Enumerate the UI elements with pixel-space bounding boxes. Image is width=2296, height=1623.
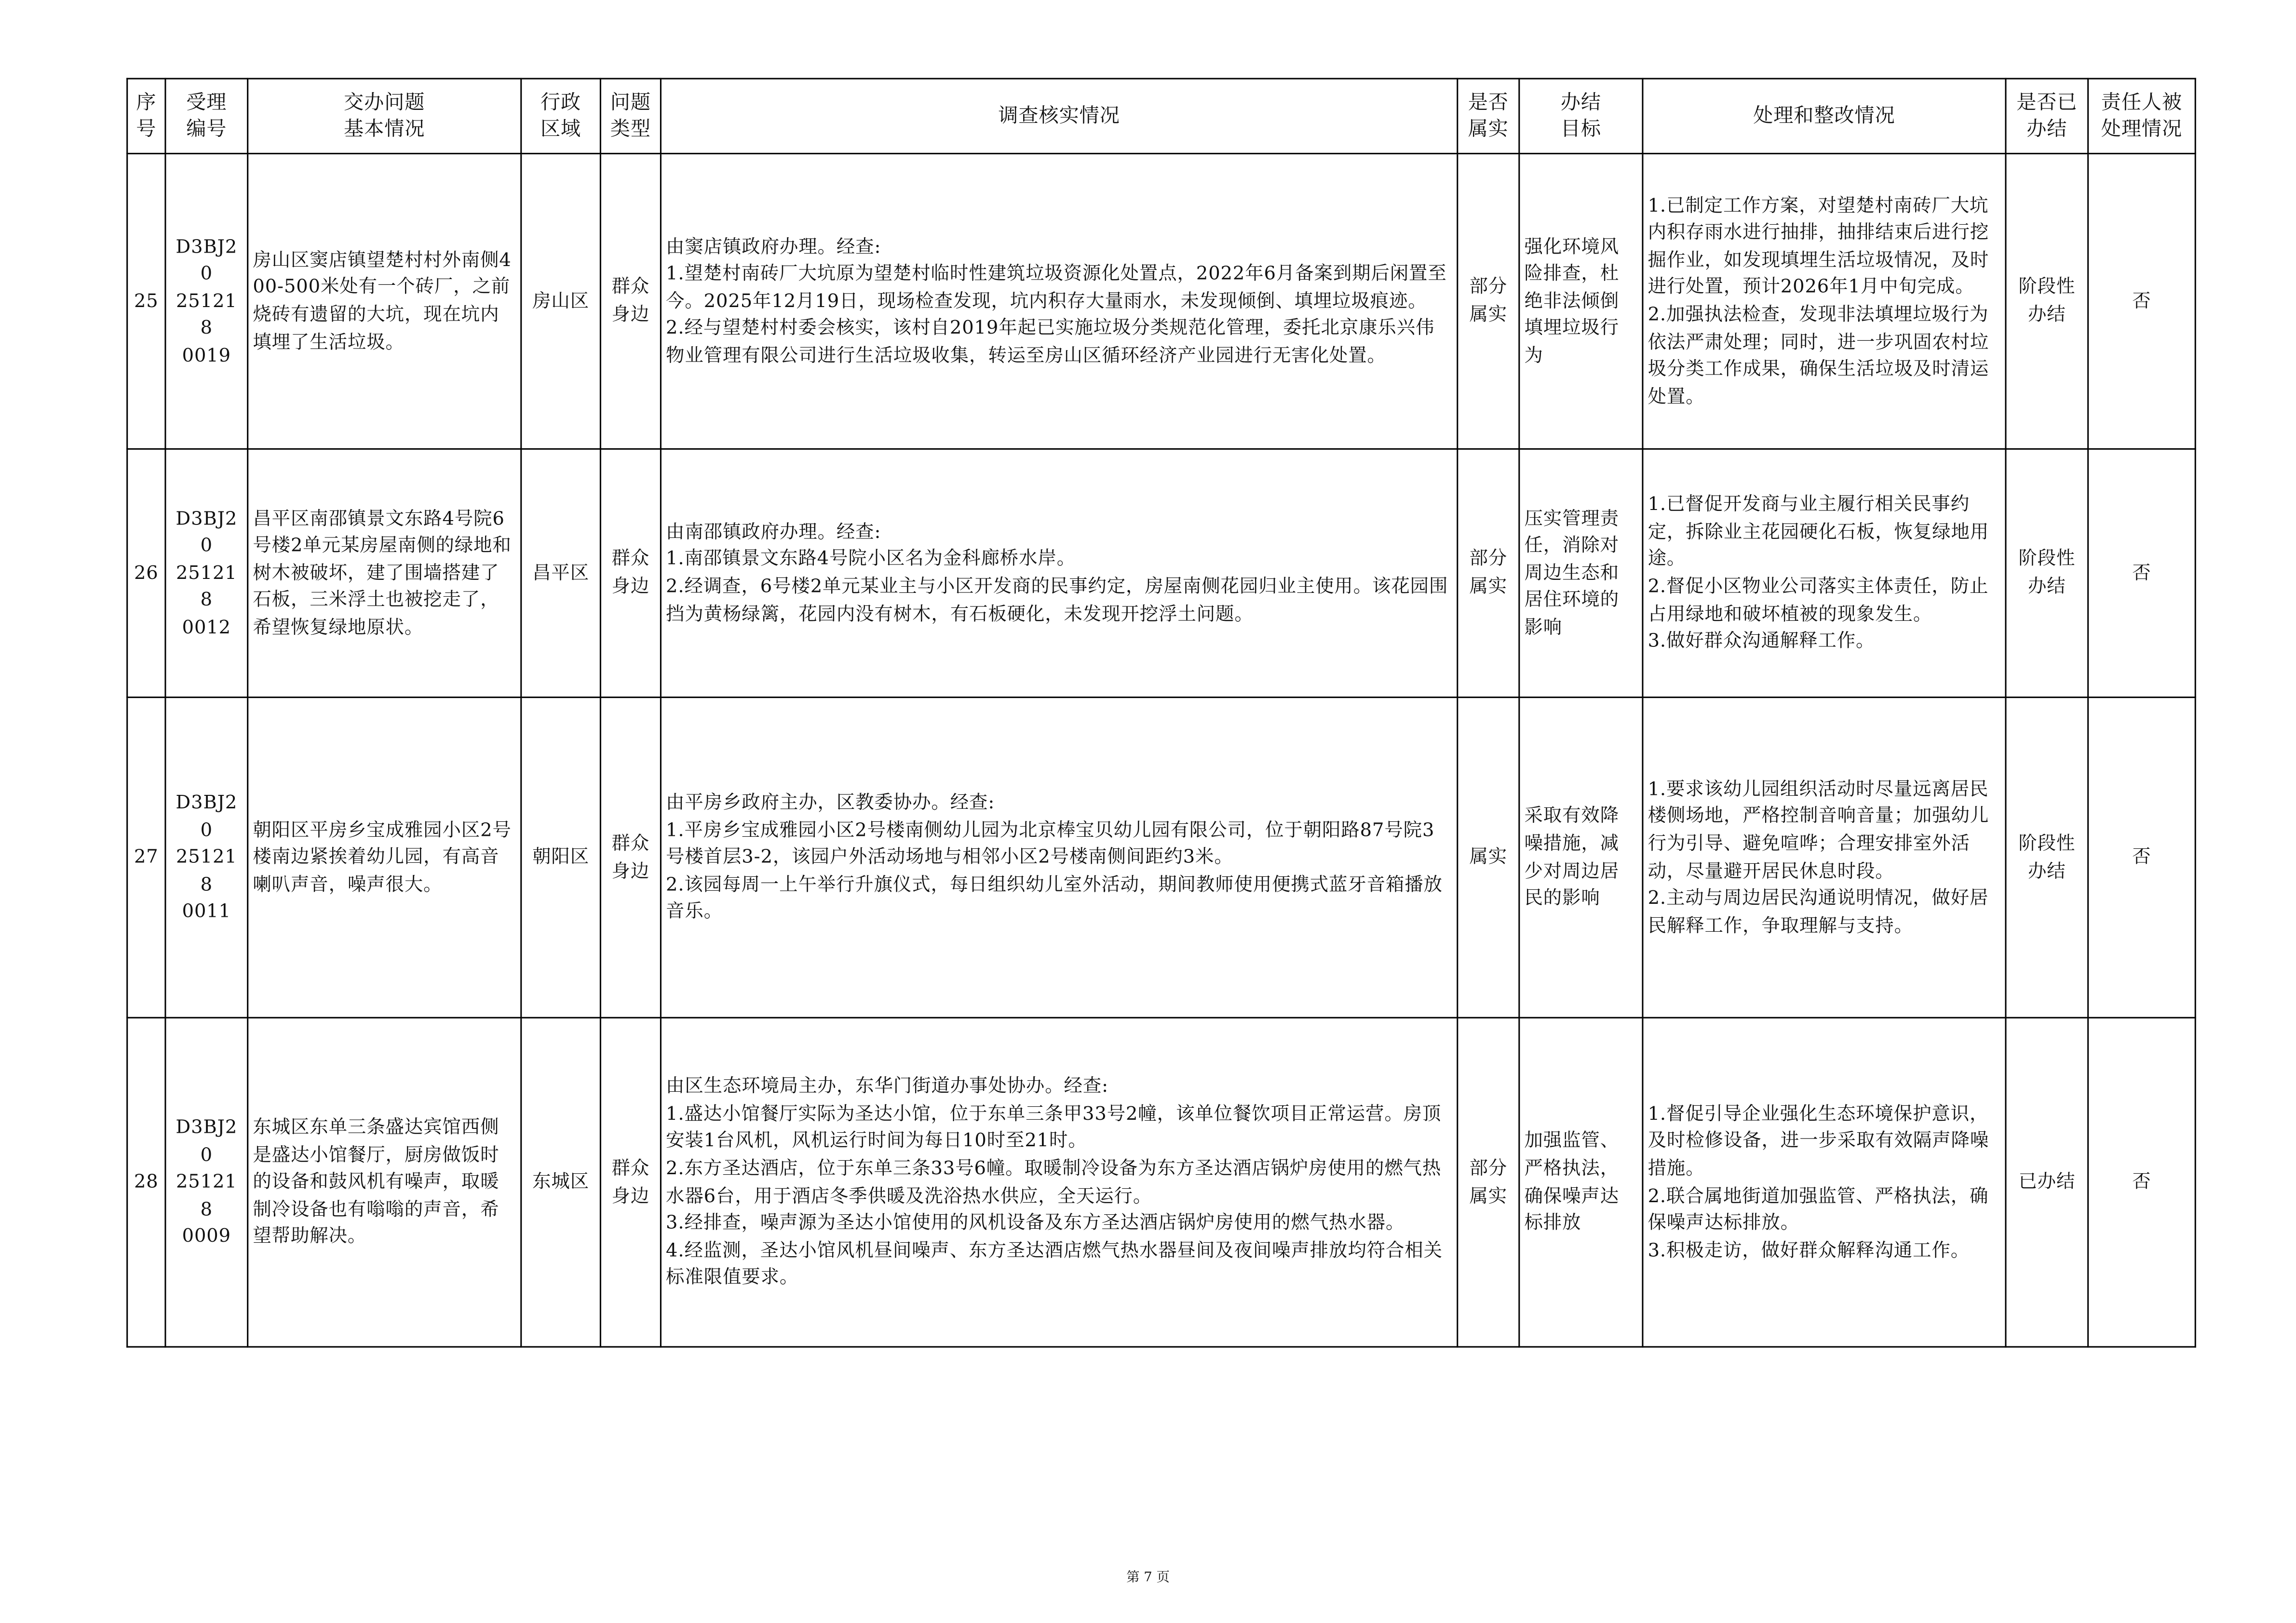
header-label: 问题类型: [610, 91, 651, 141]
investigation-text: 由南邵镇政府办理。经查:: [666, 520, 881, 542]
issue-type-text: 群众: [611, 547, 650, 570]
header-type: [600, 79, 661, 153]
header-label: 办结目标: [1560, 91, 1601, 141]
district: [521, 1018, 601, 1347]
punished-status-text: 否: [2132, 561, 2151, 583]
issue-type-text: 群众: [611, 1156, 650, 1179]
rectification-text: 1.已督促开发商与业主履行相关民事约定，拆除业主花园硬化石板，恢复绿地用途。: [1648, 492, 1989, 570]
verified-text: 属实: [1469, 575, 1508, 597]
header-label: 是否已办结: [2016, 91, 2078, 141]
rectification: [1643, 154, 2006, 449]
investigation-text: 2.经调查，6号楼2单元某业主与小区开发商的民事约定，房屋南侧花园归业主使用。该花园围挡为黄杨绿篱，花园内没有树木，有石板硬化，未发现开挖浮土问题。: [666, 575, 1448, 624]
closed-status-text: 阶段性: [2018, 275, 2076, 298]
investigation: [661, 154, 1457, 449]
closed-status-text: 阶段性: [2018, 832, 2076, 854]
issue-type: [600, 154, 661, 449]
closed-status-text: 办结: [2027, 858, 2066, 881]
verified-text: 属实: [1469, 845, 1508, 868]
closed-status-text: 已办结: [2018, 1170, 2076, 1193]
issue-type-text: 群众: [611, 832, 650, 854]
verified: [1458, 1018, 1519, 1347]
rectification-text: 3.做好群众沟通解释工作。: [1648, 629, 1875, 652]
case-id-text: 251218: [176, 561, 237, 611]
goal-text: 压实管理责任，消除对周边生态和居住环境的影响: [1524, 506, 1620, 638]
investigation-text: 2.该园每周一上午举行升旗仪式，每日组织幼儿室外活动，期间教师使用便携式蓝牙音箱播放音乐。: [666, 872, 1443, 922]
rectification-text: 1.督促引导企业强化生态环境保护意识，及时检修设备，进一步采取有效隔声降噪措施。: [1648, 1101, 1989, 1179]
district-text: 朝阳区: [532, 845, 590, 868]
issue-type: [600, 697, 661, 1018]
case-table: [126, 78, 2196, 1348]
investigation-text: 3.经排查，噪声源为圣达小馆使用的风机设备及东方圣达酒店锅炉房使用的燃气热水器。: [666, 1211, 1405, 1234]
goal-text: 强化环境风险排查，杜绝非法倾倒填埋垃圾行为: [1524, 234, 1620, 366]
table-row: [127, 154, 2196, 449]
goal-text: 采取有效降噪措施，减少对周边居民的影响: [1524, 804, 1620, 909]
goal: [1519, 1018, 1643, 1347]
issue-description: [248, 449, 521, 697]
case-id-text: 0012: [182, 616, 231, 638]
table-row: [127, 449, 2196, 697]
row-number-text: 26: [134, 561, 159, 583]
table-row: [127, 1018, 2196, 1347]
case-id: [165, 449, 248, 697]
issue-description-text: 房山区窦店镇望楚村村外南侧400-500米处有一个砖厂，之前烧砖有遗留的大坑，现在坑内填埋了生活垃圾。: [253, 248, 512, 352]
header-label: 行政区域: [540, 91, 581, 141]
case-id-text: D3BJ20: [176, 791, 238, 840]
issue-type: [600, 1018, 661, 1347]
district-text: 东城区: [532, 1170, 590, 1193]
punished-status-text: 否: [2132, 845, 2151, 868]
header-label: 处理和整改情况: [1753, 104, 1895, 128]
investigation-text: 1.平房乡宝成雅园小区2号楼南侧幼儿园为北京棒宝贝幼儿园有限公司，位于朝阳路87号院3号楼首层3-2，该园户外活动场地与相邻小区2号楼南侧间距约3米。: [666, 818, 1435, 868]
rectification-text: 2.加强执法检查，发现非法填埋垃圾行为依法严肃处理；同时，进一步巩固农村垃圾分类工作成果，确保生活垃圾及时清运处置。: [1648, 303, 1989, 407]
row-number: [127, 1018, 165, 1347]
header-label: 受理编号: [186, 91, 227, 141]
case-id-text: 0009: [182, 1224, 231, 1247]
punished-status: [2088, 697, 2196, 1018]
header-investigation: [661, 79, 1457, 153]
case-id-text: 0019: [182, 344, 231, 366]
header-id: [165, 79, 248, 153]
issue-type-text: 身边: [611, 858, 650, 881]
case-id: [165, 154, 248, 449]
case-id: [165, 1018, 248, 1347]
header-goal: [1519, 79, 1643, 153]
verified-text: 部分: [1469, 1156, 1508, 1179]
verified: [1458, 697, 1519, 1018]
header-label: 调查核实情况: [998, 104, 1120, 128]
verified-text: 属实: [1469, 303, 1508, 325]
issue-description-text: 东城区东单三条盛达宾馆西侧是盛达小馆餐厅，厨房做饭时的设备和鼓风机有噪声，取暖制冷设备也有嗡嗡的声音，希望帮助解决。: [253, 1115, 500, 1247]
district: [521, 154, 601, 449]
closed-status-text: 办结: [2027, 575, 2066, 597]
page-number: 第 7 页: [1126, 1571, 1170, 1586]
header-issue: [248, 79, 521, 153]
punished-status: [2088, 449, 2196, 697]
header-label: 责任人被: [2101, 91, 2183, 115]
case-id-text: 251218: [176, 845, 237, 895]
case-id-text: 251218: [176, 1170, 237, 1220]
verified-text: 部分: [1469, 547, 1508, 570]
rectification: [1643, 697, 2006, 1018]
issue-type-text: 身边: [611, 575, 650, 597]
verified: [1458, 154, 1519, 449]
closed-status: [2006, 449, 2088, 697]
rectification-text: 3.积极走访，做好群众解释沟通工作。: [1648, 1238, 1970, 1261]
investigation: [661, 449, 1457, 697]
goal: [1519, 697, 1643, 1018]
investigation-text: 1.盛达小馆餐厅实际为圣达小馆，位于东单三条甲33号2幢，该单位餐饮项目正常运营。房顶安装1台风机，风机运行时间为每日10时至21时。: [666, 1101, 1442, 1152]
investigation-text: 由平房乡政府主办，区教委协办。经查:: [666, 791, 995, 813]
case-id-text: 0011: [182, 899, 231, 922]
rectification-text: 2.联合属地街道加强监管、严格执法，确保噪声达标排放。: [1648, 1183, 1989, 1234]
goal: [1519, 449, 1643, 697]
verified-text: 部分: [1469, 275, 1508, 298]
district-text: 昌平区: [532, 561, 590, 583]
punished-status-text: 否: [2132, 289, 2151, 311]
row-number-text: 27: [134, 845, 159, 868]
closed-status: [2006, 697, 2088, 1018]
header-rectification: [1643, 79, 2006, 153]
case-id-text: D3BJ20: [176, 506, 238, 556]
punished-status: [2088, 1018, 2196, 1347]
investigation: [661, 697, 1457, 1018]
punished-status-text: 否: [2132, 1170, 2151, 1193]
investigation-text: 1.望楚村南砖厂大坑原为望楚村临时性建筑垃圾资源化处置点，2022年6月备案到期后闲置至今。2025年12月19日，现场检查发现，坑内积存大量雨水，未发现倾倒、填埋垃圾痕迹。: [666, 262, 1447, 311]
table-header-row: [127, 79, 2196, 153]
header-closed: [2006, 79, 2088, 153]
rectification: [1643, 449, 2006, 697]
closed-status: [2006, 154, 2088, 449]
issue-type-text: 群众: [611, 275, 650, 298]
closed-status-text: 办结: [2027, 303, 2066, 325]
row-number: [127, 697, 165, 1018]
header-label: 号: [136, 117, 157, 141]
rectification: [1643, 1018, 2006, 1347]
rectification-text: 1.已制定工作方案，对望楚村南砖厂大坑内积存雨水进行抽排，抽排结束后进行挖掘作业，如发现填埋生活垃圾情况，及时进行处置，预计2026年1月中旬完成。: [1648, 193, 1989, 298]
issue-description-text: 昌平区南邵镇景文东路4号院6号楼2单元某房屋南侧的绿地和树木被破坏，建了围墙搭建了石板，三米浮土也被挖走了，希望恢复绿地原状。: [253, 506, 512, 638]
issue-description: [248, 1018, 521, 1347]
header-verified: [1458, 79, 1519, 153]
issue-type-text: 身边: [611, 1183, 650, 1206]
district: [521, 449, 601, 697]
case-id-text: 251218: [176, 289, 237, 339]
investigation: [661, 1018, 1457, 1347]
row-number-text: 28: [134, 1170, 159, 1193]
case-id: [165, 697, 248, 1018]
table-row: [127, 697, 2196, 1018]
header-label: 交办问题: [344, 91, 425, 115]
issue-description-text: 朝阳区平房乡宝成雅园小区2号楼南边紧挨着幼儿园，有高音喇叭声音，噪声很大。: [253, 818, 512, 895]
header-no: [127, 79, 165, 153]
investigation-text: 1.南邵镇景文东路4号院小区名为金科廊桥水岸。: [666, 547, 1076, 570]
case-id-text: D3BJ20: [176, 234, 238, 284]
row-number: [127, 154, 165, 449]
closed-status-text: 阶段性: [2018, 547, 2076, 570]
issue-description: [248, 697, 521, 1018]
verified: [1458, 449, 1519, 697]
investigation-text: 由窦店镇政府办理。经查:: [666, 234, 881, 257]
header-label: 是否属实: [1468, 91, 1509, 141]
district: [521, 697, 601, 1018]
investigation-text: 2.经与望楚村村委会核实，该村自2019年起已实施垃圾分类规范化管理，委托北京康乐兴伟物业管理有限公司进行生活垃圾收集，转运至房山区循环经济产业园进行无害化处置。: [666, 316, 1435, 366]
investigation-text: 4.经监测，圣达小馆风机昼间噪声、东方圣达酒店燃气热水器昼间及夜间噪声排放均符合相关标准限值要求。: [666, 1238, 1443, 1288]
rectification-text: 2.督促小区物业公司落实主体责任，防止占用绿地和破坏植被的现象发生。: [1648, 575, 1989, 624]
row-number: [127, 449, 165, 697]
investigation-text: 由区生态环境局主办，东华门街道办事处协办。经查:: [666, 1074, 1109, 1097]
rectification-text: 2.主动与周边居民沟通说明情况，做好居民解释工作，争取理解与支持。: [1648, 886, 1989, 936]
issue-description: [248, 154, 521, 449]
issue-type-text: 身边: [611, 303, 650, 325]
header-punished: [2088, 79, 2196, 153]
investigation-text: 2.东方圣达酒店，位于东单三条33号6幢。取暖制冷设备为东方圣达酒店锅炉房使用的燃气热水器6台，用于酒店冬季供暖及洗浴热水供应，全天运行。: [666, 1156, 1442, 1206]
rectification-text: 1.要求该幼儿园组织活动时尽量远离居民楼侧场地，严格控制音响音量；加强幼儿行为引导、避免喧哗；合理安排室外活动，尽量避开居民休息时段。: [1648, 777, 1989, 881]
header-label: 基本情况: [344, 117, 425, 141]
issue-type: [600, 449, 661, 697]
verified-text: 属实: [1469, 1183, 1508, 1206]
header-label: 序: [136, 91, 157, 115]
goal: [1519, 154, 1643, 449]
header-district: [521, 79, 601, 153]
punished-status: [2088, 154, 2196, 449]
row-number-text: 25: [134, 289, 159, 311]
case-id-text: D3BJ20: [176, 1115, 238, 1165]
goal-text: 加强监管、严格执法，确保噪声达标排放: [1524, 1129, 1620, 1234]
closed-status: [2006, 1018, 2088, 1347]
district-text: 房山区: [532, 289, 590, 311]
header-label: 处理情况: [2101, 117, 2183, 141]
